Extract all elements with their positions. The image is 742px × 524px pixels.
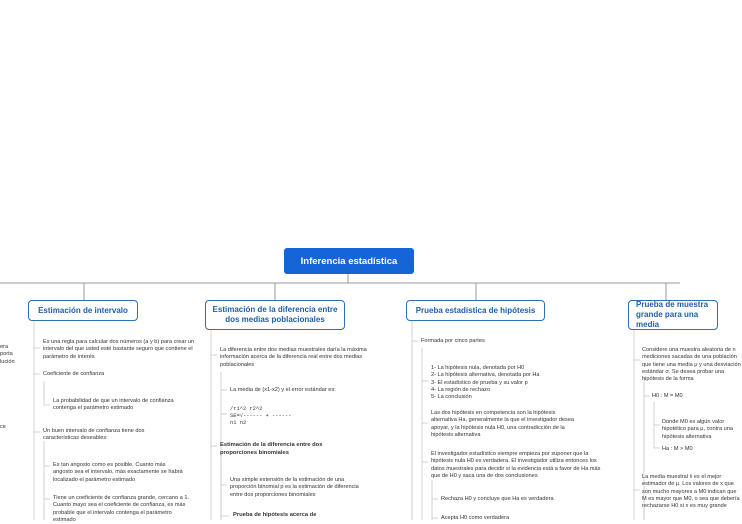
narrow-interval: Es tan angosto como es posible. Cuanto más angosto sea el intervalo, más exactamente se habrá localizado el parámetro estimado	[53, 462, 183, 483]
hypothetical-value-text: Donde M0 es algún valor hipotético para μ, contra una hipótesis alternativa	[662, 419, 734, 440]
branch-test-title: Prueba estadística de hipótesis	[415, 305, 536, 315]
root-label: Inferencia estadística	[300, 255, 398, 267]
five-parts: Formada por cinco partes	[421, 338, 485, 344]
mean-standard-error: La media de (x1-x2) y el error estándar es:	[230, 387, 336, 393]
left-fragment-1: era porta lución	[0, 344, 15, 365]
branch-hypothesis-test[interactable]	[406, 300, 545, 321]
binomial-proportions-title: Estimación de la diferencia entre dos proporciones binomiales	[220, 442, 323, 456]
sample-mean-text: La media muestral x̄ es el mejor estimador de μ. Los valores de x que son mucho mayores a M0 indican que M es mayor que M0, o sea que debería rechazarse H0 si x es muy grande	[642, 474, 740, 510]
branch-mean-difference[interactable]	[205, 300, 345, 330]
branch-mean-title: Prueba de muestra grande para una media	[636, 300, 709, 329]
branch-large-sample-test[interactable]	[628, 300, 718, 330]
confidence-probability: La probabilidad de que un intervalo de confianza contenga el parámetro estimado	[53, 398, 174, 412]
root-node[interactable]	[284, 248, 414, 274]
five-parts-list: 1- La hipótesis nula, denotada por H0 2- La hipótesis alternativa, denotada por Ha 3- El estadístico de prueba y su valor p 4- La región de rechazo 5- La conclusión	[431, 365, 540, 401]
null-hypothesis-assumption: El investigador estadístico siempre empieza por suponer que la hipótesis nula H0 es verdadera. El investigador utiliza entonces los datos muestrales para decidir si la evidencia está a favor de Ha más que de H0 y saca una de dos conclusiones	[431, 451, 601, 479]
competing-hypotheses: Las dos hipótesis en competencia son la hipótesis alternativa Ha, generalmente la que el investigador desea apoyar, y la hipótesis nula H0, una contradicción de la hipótesis alternativa	[431, 410, 575, 438]
random-sample-text: Considere una muestra aleatoria de n mediciones sacadas de una población que tiene una media μ y una desviación estándar σ. Se desea probar una hipótesis de la forma	[642, 347, 741, 383]
null-hypothesis-formula: H0 : M = M0	[652, 393, 683, 399]
difference-definition: La diferencia entre dos medias muestrales daría la máxima información acerca de la diferencia real entre dos medias poblacionales	[220, 347, 367, 368]
standard-error-formula: /r1^2 r2^2 SE=√------ + ------ n1 n2	[230, 406, 292, 427]
branch-difference-title: Estimación de la diferencia entre dos medias poblacionales	[212, 305, 338, 324]
accept-h0: Acepta H0 como verdadera	[441, 515, 510, 521]
branch-interval-title: Estimación de intervalo	[38, 305, 128, 315]
reject-h0: Rechaza H0 y concluye que Ha es verdadera	[441, 496, 554, 502]
branch-interval-estimation[interactable]	[28, 300, 138, 321]
confidence-coefficient: Coeficiente de confianza	[43, 371, 105, 377]
interval-definition: Es una regla para calcular dos números (a y b) para crear un intervalo del que usted esté bastante seguro que contiene el parámetro de interés	[43, 339, 195, 360]
large-coefficient: Tiene un coeficiente de confianza grande, cercano a 1. Cuanto mayo sea el coeficiente de confianza, es más probable que el intervalo contenga el parámetro estimado	[53, 495, 189, 523]
good-interval-characteristics: Un buen intervalo de confianza tiene dos características deseables:	[43, 428, 145, 442]
hypothesis-test-fragment: Prueba de hipótesis acerca de	[233, 512, 317, 518]
binomial-proportions-text: Una simple extensión de la estimación de una proporción binomial p es la estimación de diferencia entre dos proporciones binomiales	[230, 477, 359, 498]
alternative-hypothesis-formula: Ha : M > M0	[662, 446, 693, 452]
left-fragment-2: ce	[0, 424, 6, 430]
